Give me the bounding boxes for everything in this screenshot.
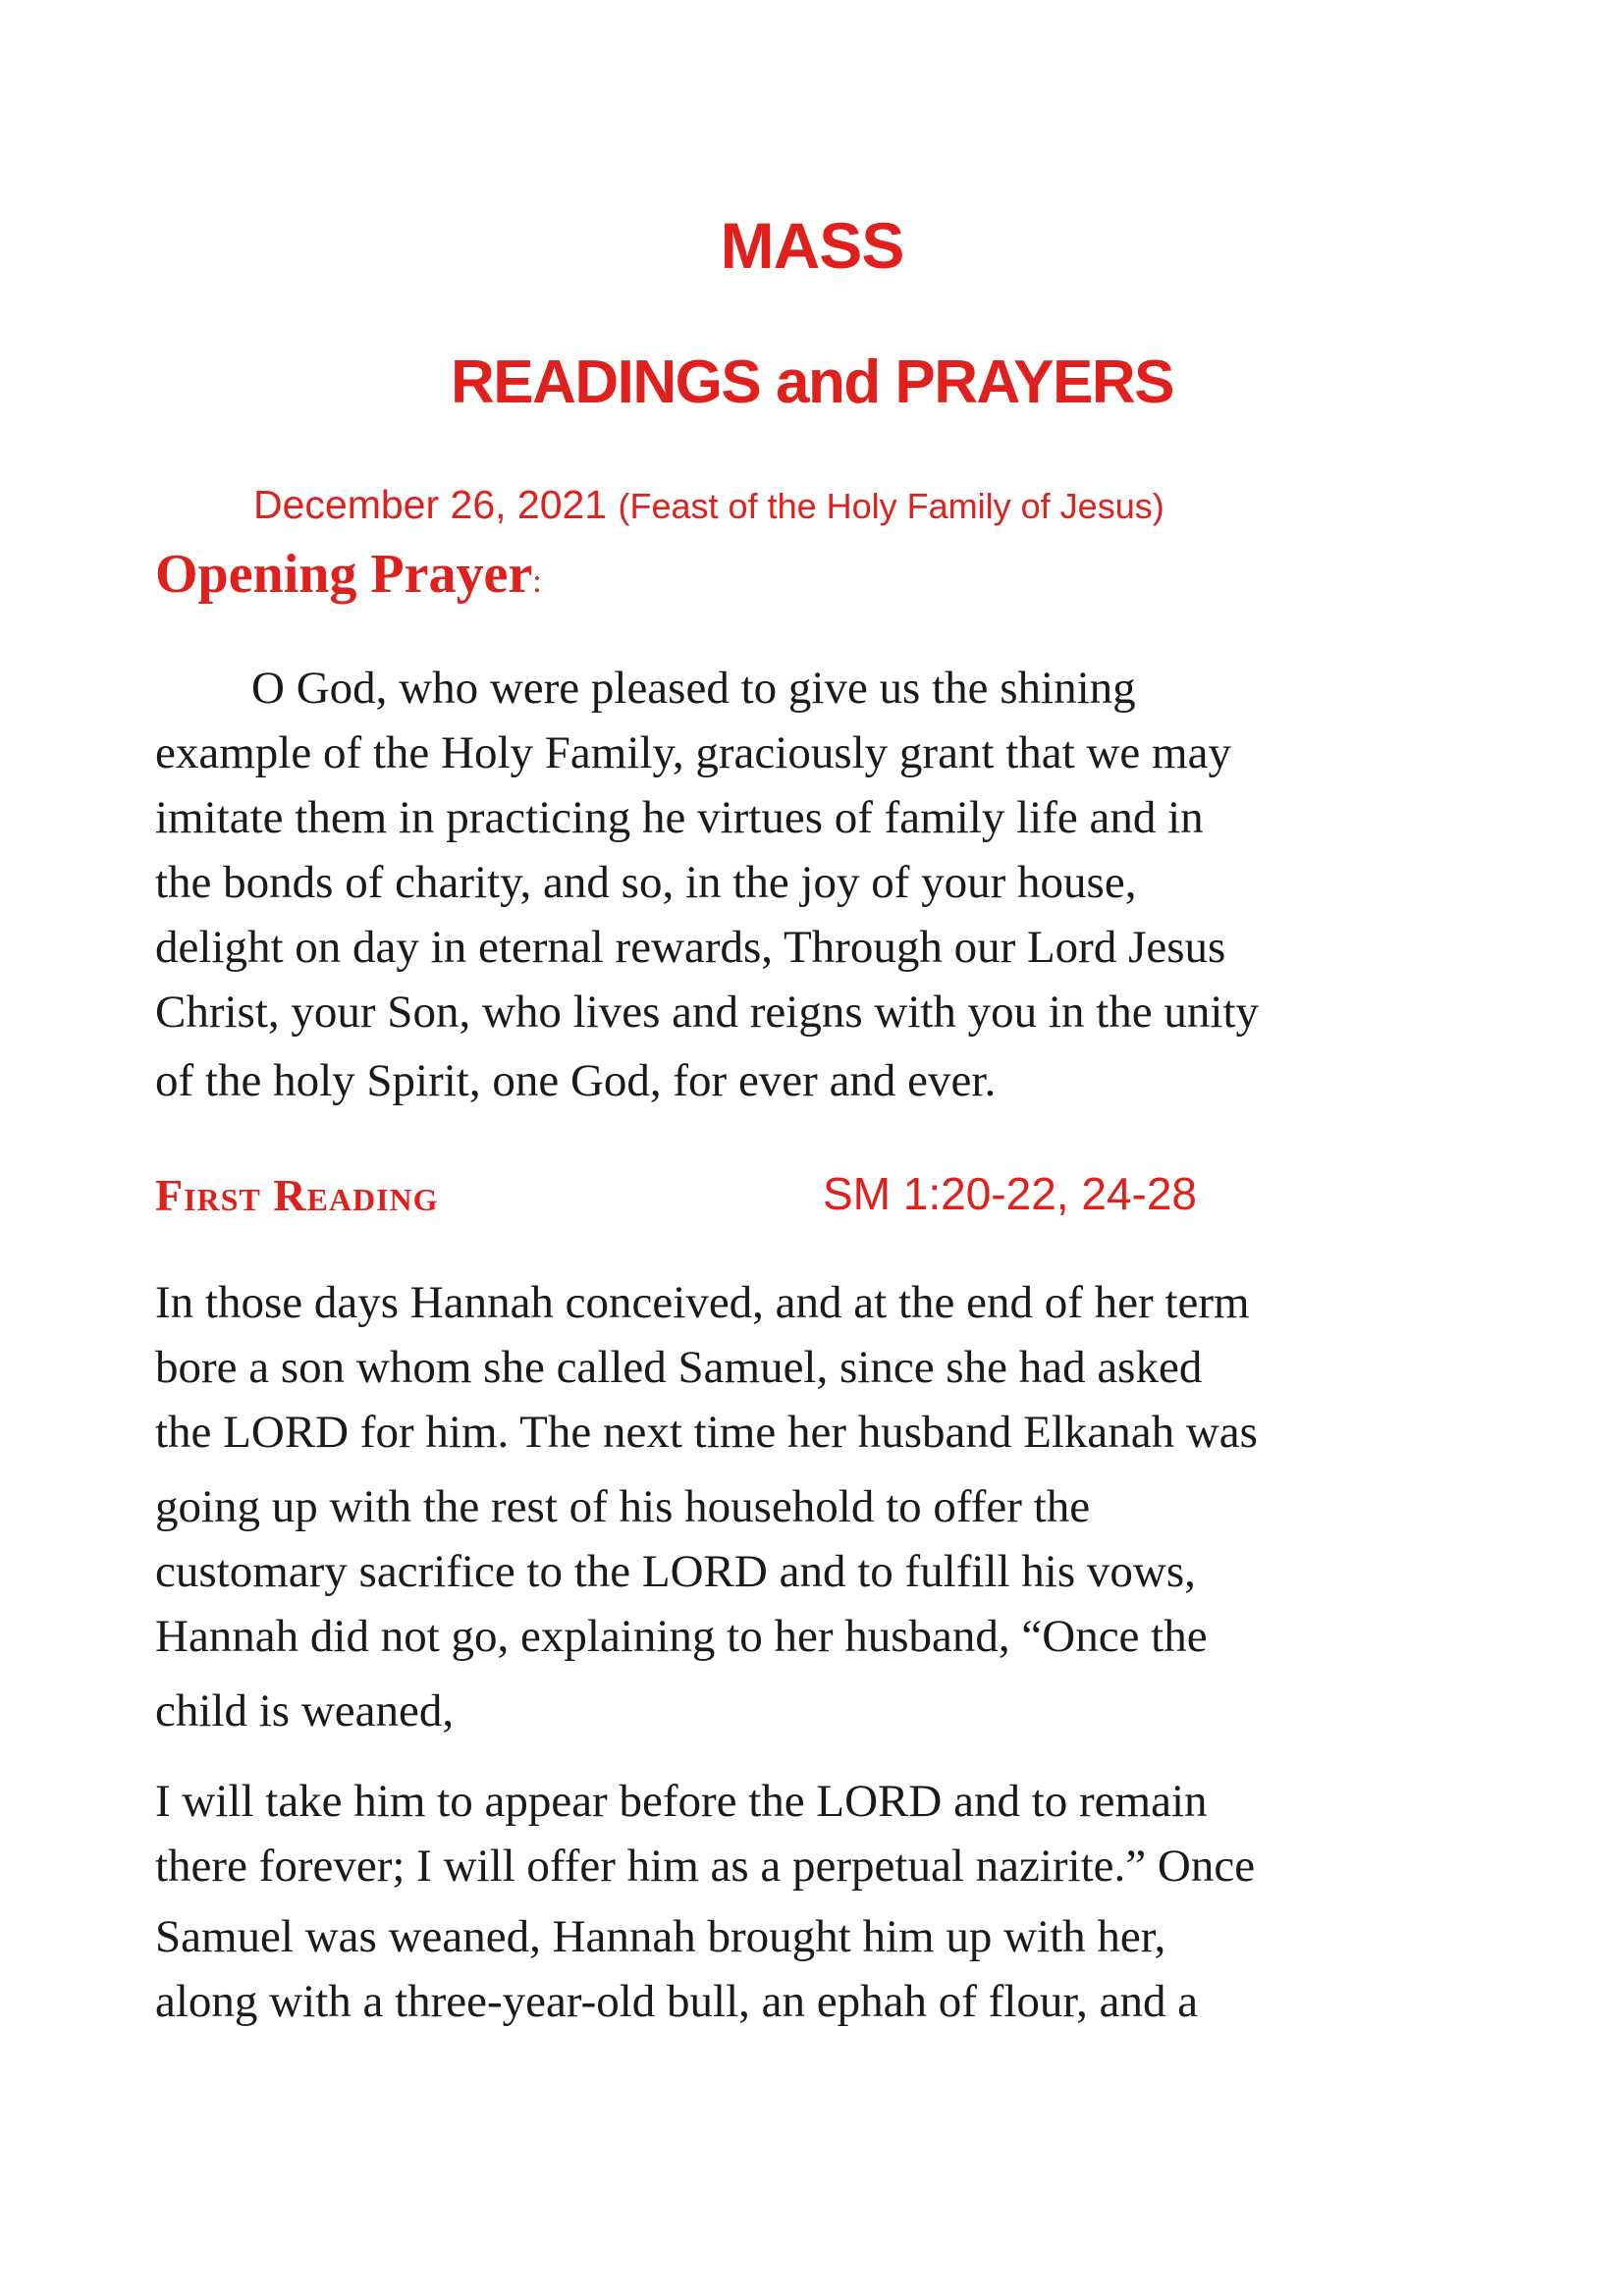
text-line: I will take him to appear before the LORD and to remain — [155, 1776, 1208, 1827]
text-line: along with a three-year-old bull, an ephah of flour, and a — [155, 1976, 1199, 2027]
first-reading-heading: First Reading — [155, 1170, 439, 1220]
opening-prayer-title: Opening Prayer — [155, 544, 533, 605]
page-title: MASS — [720, 209, 904, 282]
date-line — [253, 479, 1164, 532]
text-line: Samuel was weaned, Hannah brought him up with her, — [155, 1911, 1166, 1962]
text-line: delight on day in eternal rewards, Through our Lord Jesus — [155, 922, 1226, 973]
text-line: the bonds of charity, and so, in the joy of your house, — [155, 857, 1137, 908]
text-line: of the holy Spirit, one God, for ever and ever. — [155, 1055, 997, 1106]
opening-prayer-heading — [155, 542, 542, 614]
opening-prayer-text — [155, 656, 1530, 1113]
first-reading-paragraph-1 — [155, 1270, 1530, 1743]
text-line: example of the Holy Family, graciously grant that we may — [155, 727, 1231, 778]
text-line: Hannah did not go, explaining to her husband, “Once the — [155, 1611, 1208, 1662]
text-line: Christ, your Son, who lives and reigns with you in the unity — [155, 987, 1260, 1038]
text-line: bore a son whom she called Samuel, since she had asked — [155, 1342, 1203, 1393]
feast-name: (Feast of the Holy Family of Jesus) — [618, 486, 1164, 526]
text-line: going up with the rest of his household to offer the — [155, 1481, 1091, 1532]
text-line: imitate them in practicing he virtues of family life and in — [155, 792, 1204, 843]
text-line: customary sacrifice to the LORD and to fulfill his vows, — [155, 1546, 1196, 1597]
text-line: O God, who were pleased to give us the shining — [251, 663, 1136, 714]
mass-date: December 26, 2021 — [253, 482, 608, 527]
opening-prayer-colon: : — [532, 563, 542, 600]
page-subtitle: READINGS and PRAYERS — [451, 348, 1173, 416]
text-line: the LORD for him. The next time her husband Elkanah was — [155, 1407, 1258, 1458]
text-line: In those days Hannah conceived, and at the end of her term — [155, 1277, 1250, 1328]
first-reading-paragraph-2 — [155, 1769, 1530, 2034]
text-line: child is weaned, — [155, 1685, 455, 1736]
first-reading-citation: SM 1:20-22, 24-28 — [823, 1168, 1198, 1219]
text-line: there forever; I will offer him as a perpetual nazirite.” Once — [155, 1841, 1256, 1892]
